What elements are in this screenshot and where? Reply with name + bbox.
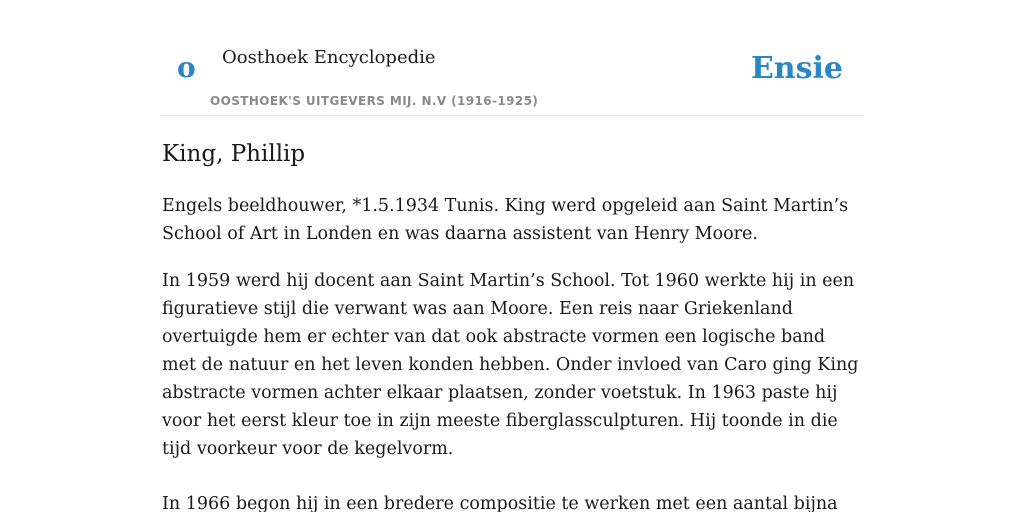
article-paragraph: Engels beeldhouwer, *1.5.1934 Tunis. King werd opgeleid aan Saint Martin’s School of Art in Londen en was daarna assistent van Henry Moore. <box>162 196 849 244</box>
publication-logo[interactable]: o <box>177 51 196 84</box>
article-title: King, Phillip <box>162 141 306 167</box>
article-paragraph: In 1959 werd hij docent aan Saint Martin’s School. Tot 1960 werkte hij in een figuratieve stijl die verwant was aan Moore. Een reis naar Griekenland overtuigde hem er echter van dat ook abstracte vormen een logische band met de natuur en het leven konden hebben. Onder invloed van Caro ging King abstracte vormen achter elkaar plaatsen, zonder voetstuk. In 1963 paste hij voor het eerst kleur toe in zijn meeste fiberglassculpturen. Hij toonde in die tijd voorkeur voor de kegelvorm. <box>162 271 859 459</box>
publication-title[interactable]: Oosthoek Encyclopedie <box>222 47 436 68</box>
site-header <box>162 0 862 116</box>
publication-subtitle: OOSTHOEK'S UITGEVERS MIJ. N.V (1916-1925) <box>210 94 539 108</box>
ensie-brand-logo[interactable]: Ensie <box>750 51 843 86</box>
article-paragraph: In 1966 begon hij in een bredere compositie te werken met een aantal bijna <box>162 494 838 512</box>
page <box>162 0 862 512</box>
